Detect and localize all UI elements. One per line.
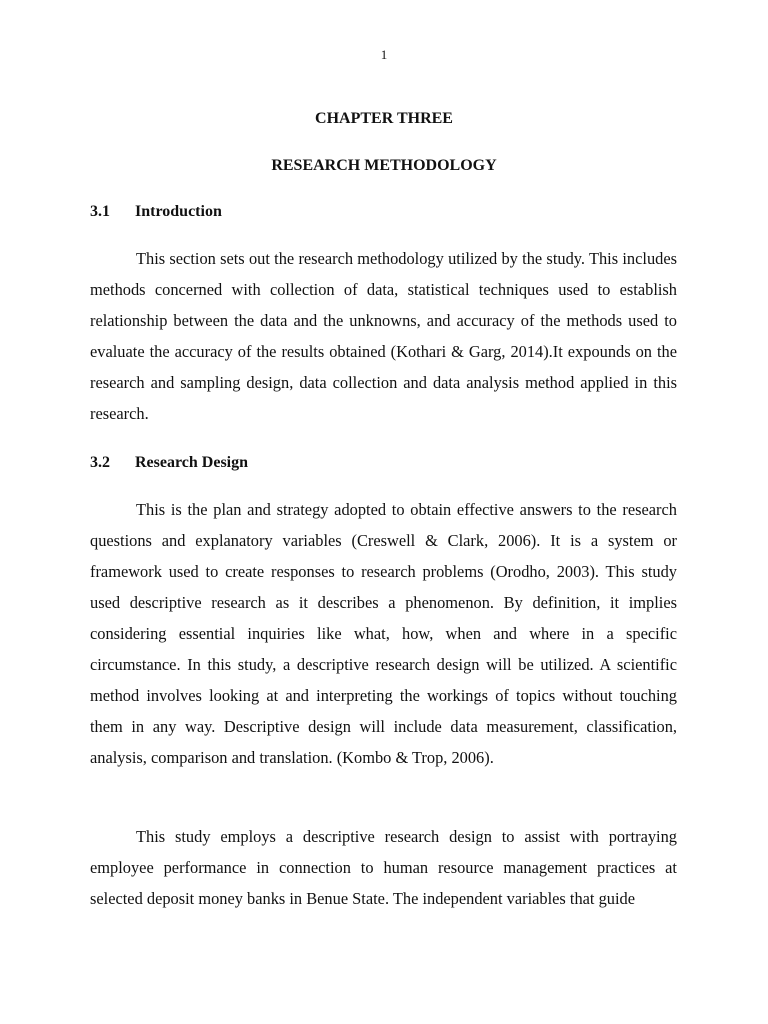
section-heading-research-design bbox=[90, 453, 248, 473]
research-design-paragraph-1: This is the plan and strategy adopted to obtain effective answers to the research questions and explanatory variables (Creswell & Clark, 2006). It is a system or framework used to create responses to research problems (Orodho, 2003). This study used descriptive research as it describes a phenomenon. By definition, it implies considering essential inquiries like what, how, when and where in a specific circumstance. In this study, a descriptive research design will be utilized. A scientific method involves looking at and interpreting the workings of topics without touching them in any way. Descriptive design will include data measurement, classification, analysis, comparison and translation. (Kombo & Trop, 2006). bbox=[90, 500, 677, 767]
introduction-paragraph: This section sets out the research methodology utilized by the study. This includes methods concerned with collection of data, statistical techniques used to establish relationship between the data and the unknowns, and accuracy of the methods used to evaluate the accuracy of the results obtained (Kothari & Garg, 2014).It expounds on the research and sampling design, data collection and data analysis method applied in this research. bbox=[90, 249, 677, 423]
section-heading-introduction bbox=[90, 202, 222, 222]
section-number: 3.1 bbox=[90, 203, 110, 220]
section-number: 3.2 bbox=[90, 454, 110, 471]
section-title: Introduction bbox=[135, 203, 222, 220]
chapter-title: CHAPTER THREE bbox=[315, 110, 453, 127]
chapter-subtitle: RESEARCH METHODOLOGY bbox=[271, 157, 497, 174]
section-title: Research Design bbox=[135, 454, 249, 471]
page-number: 1 bbox=[380, 47, 388, 62]
research-design-paragraph-2: This study employs a descriptive research design to assist with portraying employee performance in connection to human resource management practices at selected deposit money banks in Benue State. The independent variables that guide bbox=[90, 827, 677, 908]
